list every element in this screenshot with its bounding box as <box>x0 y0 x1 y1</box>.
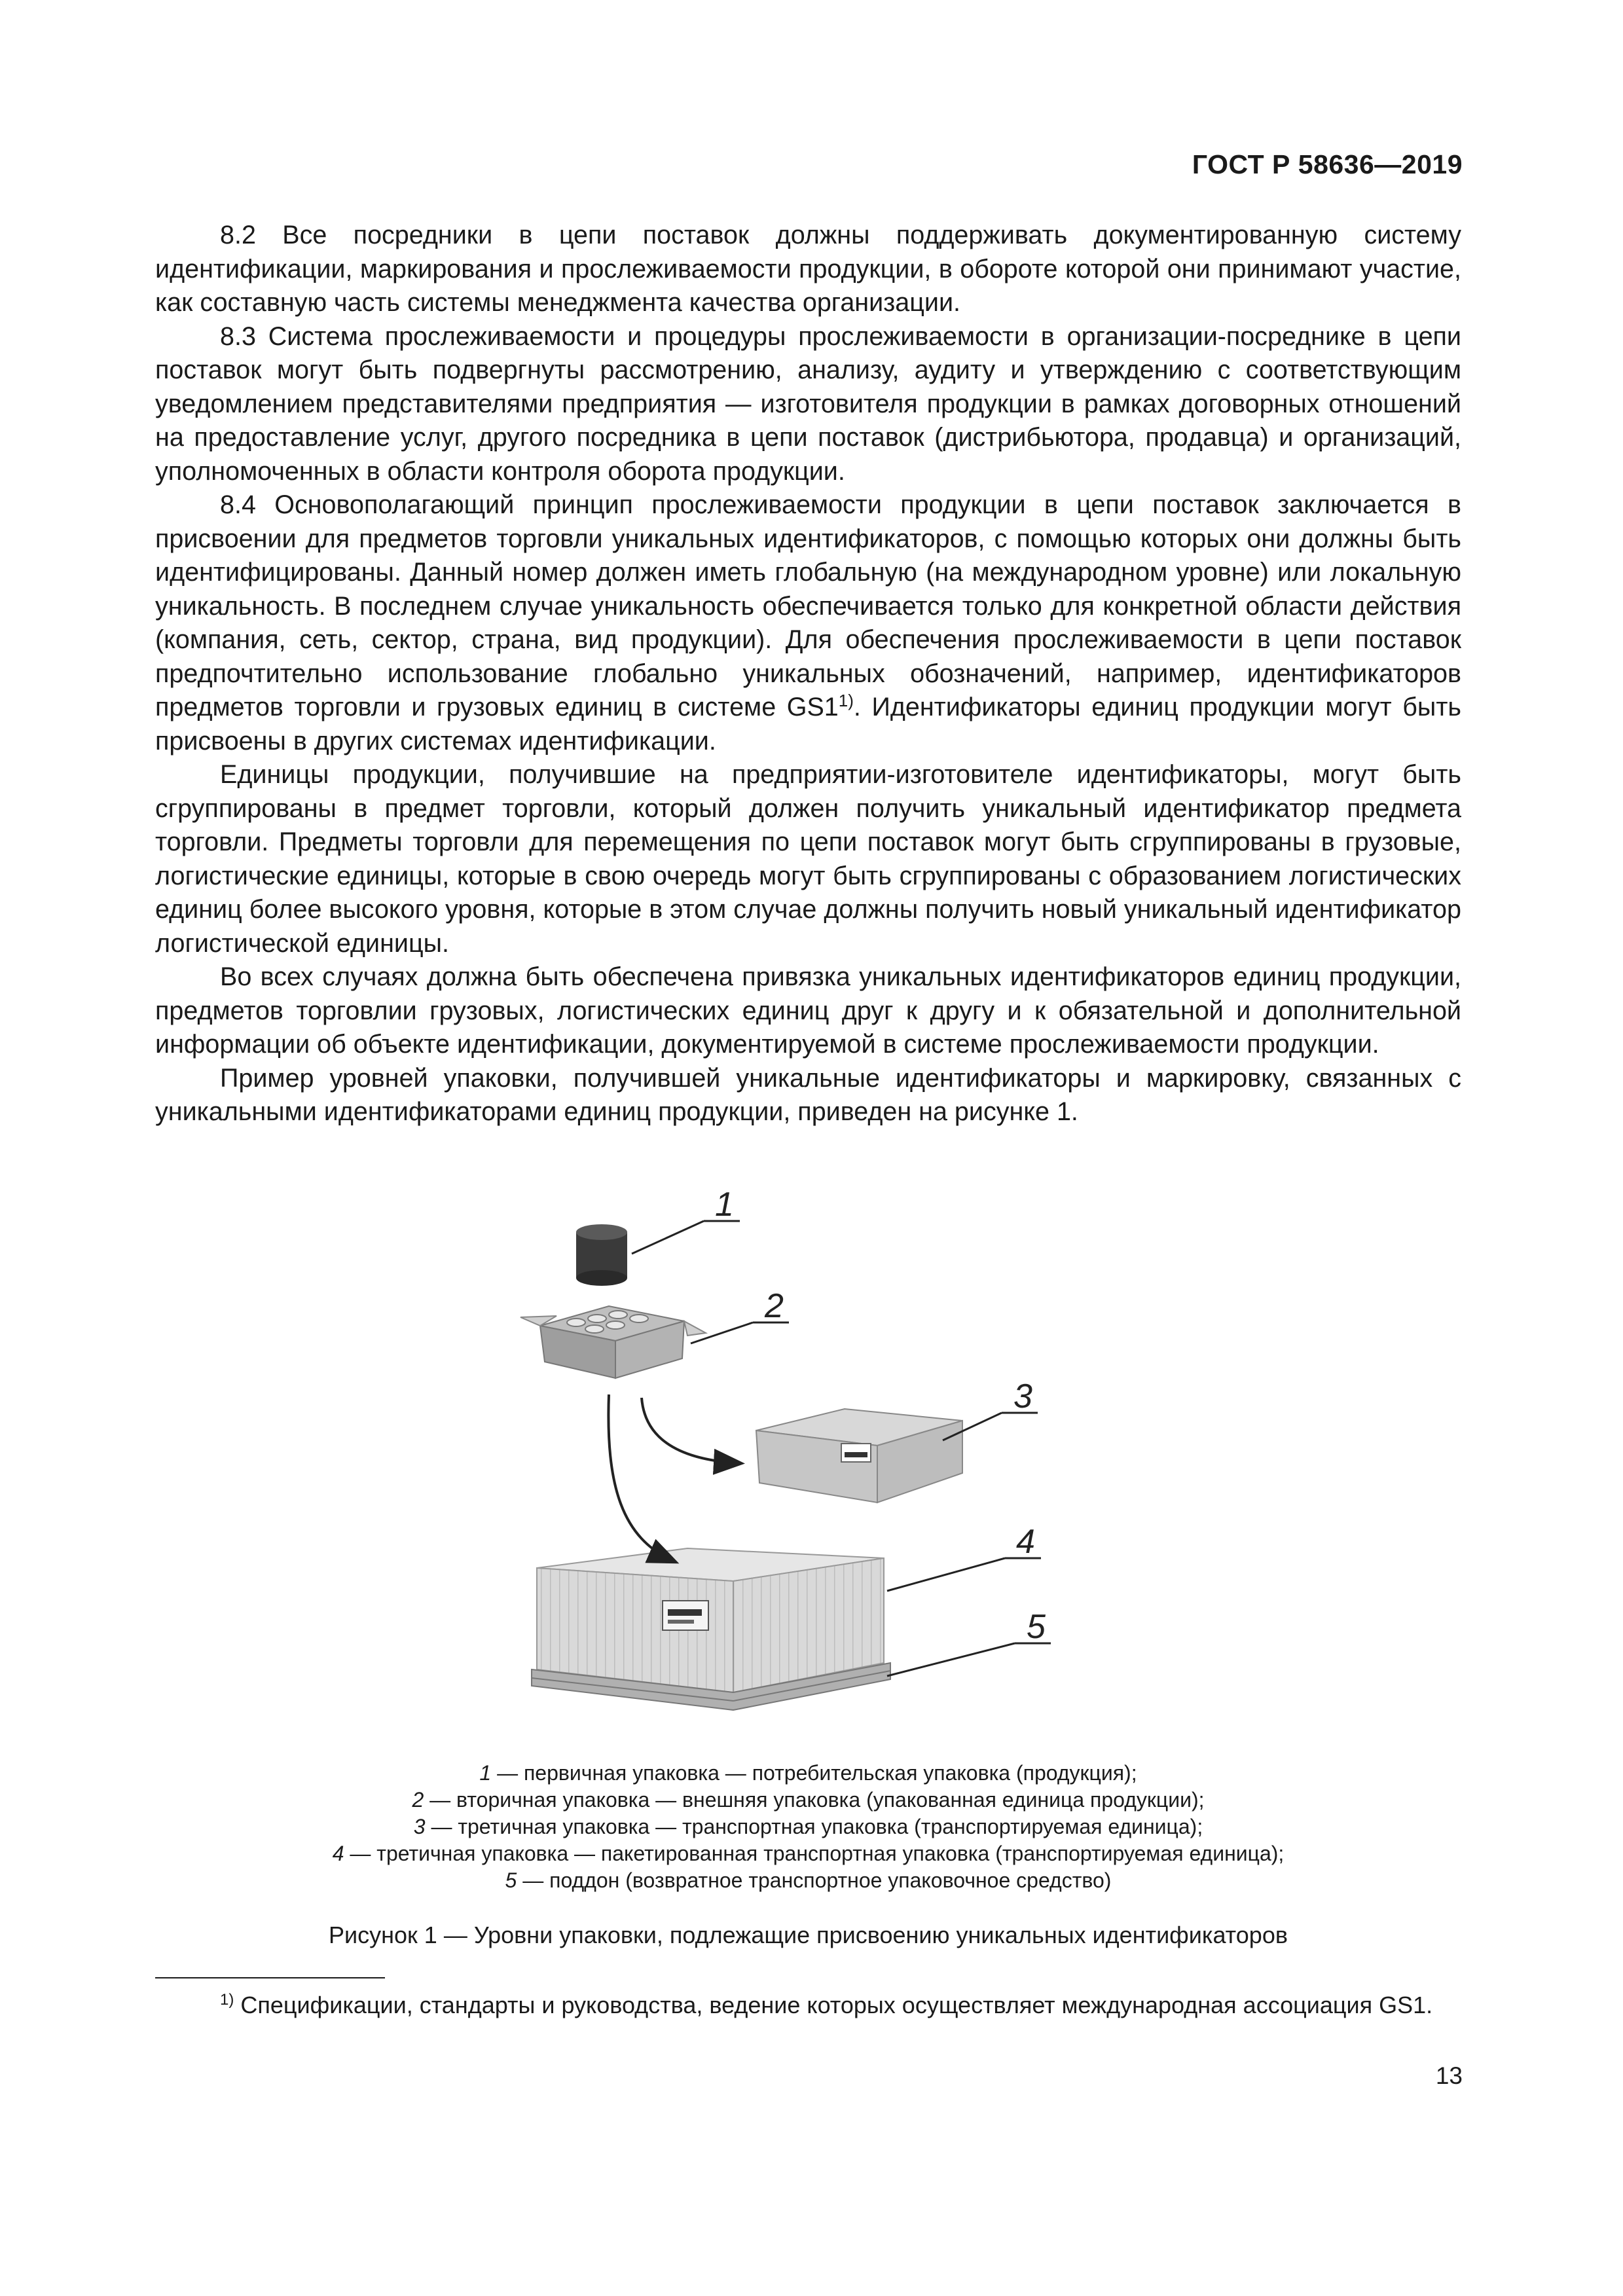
transport-box-icon <box>756 1409 962 1503</box>
paragraph-8-2: 8.2 Все посредники в цепи поставок должны поддерживать документированную систему идентификации, маркирования и прослеживаемости продукции, в обороте которой они принимают участие, как составную часть системы менеджмента качества организации. <box>155 221 1461 317</box>
packaging-levels-figure <box>458 1172 1165 1748</box>
legend-item: 1 — первичная упаковка — потребительская упаковка (продукция); <box>479 1761 1137 1785</box>
primary-package-icon <box>576 1224 627 1286</box>
document-header: ГОСТ Р 58636—2019 <box>1192 149 1463 179</box>
paragraph-figure-ref: Пример уровней упаковки, получившей уникальные идентификаторы и маркировку, связанных с уникальными идентификаторами единиц продукции, приведен на рисунке 1. <box>155 1063 1461 1126</box>
callout-5: 5 <box>1027 1608 1046 1646</box>
callout-4: 4 <box>1016 1523 1035 1561</box>
page-number: 13 <box>1435 2062 1463 2089</box>
footnote-divider <box>155 1977 385 1978</box>
paragraph-8-3: 8.3 Система прослеживаемости и процедуры прослеживаемости в организации-посреднике в цепи поставок могут быть подвергнуты рассмотрению, анализу, аудиту и утверждению с соответствующим уведомлением представителями предприятия — изготовителя продукции в рамках договорных отношений на предоставление услуг, другого посредника в цепи поставок (дистрибьютора, продавца) и организаций, уполномоченных в области контроля оборота продукции. <box>155 321 1461 486</box>
paragraph-8-4-tail: . Идентификаторы единиц продукции могут быть присвоены в других системах идентификации. <box>155 693 1461 756</box>
footnote <box>155 1984 1461 2022</box>
footnote-text: Спецификации, стандарты и руководства, ведение которых осуществляет международная ассоциация GS1. <box>234 1992 1433 2018</box>
paragraph-8-4-text: 8.4 Основополагающий принцип прослеживаемости продукции в цепи поставок заключается в присвоении для предметов торговли уникальных идентификаторов, с помощью которых они должны быть идентифицированы. Данный номер должен иметь глобальную (на международном уровне) или локальную уникальность. В последнем случае уникальность обеспечивается только для конкретной области действия (компания, сеть, сектор, страна, вид продукции). Для обеспечения прослеживаемости в цепи поставок предпочтительно использование глобально уникальных обозначений, например, идентификаторов предметов торговли и грузовых единиц в системе GS1 <box>155 490 1461 721</box>
wrapped-pallet-icon <box>537 1548 884 1692</box>
paragraph-grouping: Единицы продукции, получившие на предприятии-изготовителе идентификаторы, могут быть сгруппированы в предмет торговли, который должен получить уникальный идентификатор предмета торговли. Предметы торговли для перемещения по цепи поставок могут быть сгруппированы в грузовые, логистические единицы, которые в свою очередь могут быть сгруппированы с образованием логистических единиц более высокого уровня, которые в этом случае должны получить новый уникальный идентификатор логистической единицы. <box>155 760 1461 958</box>
packaging-levels-illustration <box>458 1172 1165 1748</box>
callout-1: 1 <box>715 1186 734 1224</box>
figure-caption: Рисунок 1 — Уровни упаковки, подлежащие присвоению уникальных идентификаторов <box>329 1922 1288 1948</box>
legend-item: 3 — третичная упаковка — транспортная упаковка (транспортируемая единица); <box>413 1815 1203 1838</box>
callout-3: 3 <box>1013 1377 1032 1415</box>
legend-item: 5 — поддон (возвратное транспортное упаковочное средство) <box>505 1868 1112 1892</box>
footnote-mark: 1) <box>220 1991 234 2009</box>
flow-arrow-to-box <box>642 1398 740 1463</box>
document-body <box>155 219 1461 1129</box>
footnote-ref[interactable]: 1) <box>838 690 854 710</box>
paragraph-8-4 <box>155 488 1461 758</box>
paragraph-linking: Во всех случаях должна быть обеспечена привязка уникальных идентификаторов единиц продукции, предметов торговлии грузовых, логистических единиц друг к другу и к обязательной и дополнительной информации об объекте идентификации, документируемой в системе прослеживаемости продукции. <box>155 962 1461 1059</box>
figure-legend <box>155 1760 1461 1894</box>
legend-item: 2 — вторичная упаковка — внешняя упаковка (упакованная единица продукции); <box>412 1788 1205 1812</box>
callout-2: 2 <box>765 1287 784 1325</box>
legend-item: 4 — третичная упаковка — пакетированная транспортная упаковка (транспортируемая единица); <box>332 1842 1285 1865</box>
flow-arrow-to-pallet <box>608 1394 674 1561</box>
secondary-package-icon <box>520 1306 706 1378</box>
